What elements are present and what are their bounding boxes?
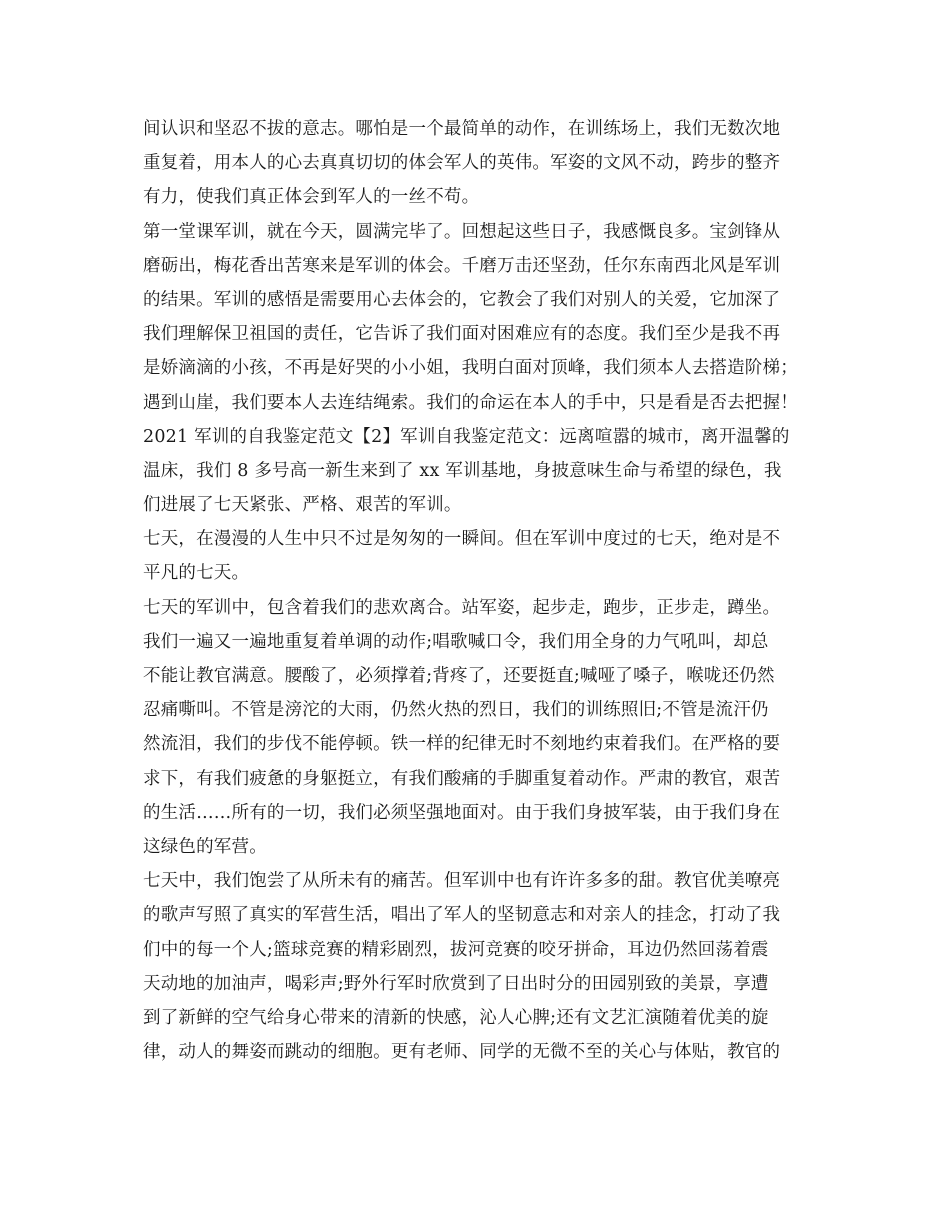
text-line: 的歌声写照了真实的军营生活，唱出了军人的坚韧意志和对亲人的挂念，打动了我 [143, 905, 781, 926]
text-line: 们中的每一个人;篮球竞赛的精彩剧烈，拔河竞赛的咬牙拼命，耳边仍然回荡着震 [143, 939, 769, 960]
text-line: 是娇滴滴的小孩，不再是好哭的小小姐，我明白面对顶峰，我们须本人去搭造阶梯； [143, 358, 798, 379]
text-line: 然流泪，我们的步伐不能停顿。铁一样的纪律无时不刻地约束着我们。在严格的要 [143, 734, 781, 755]
text-line: 有力，使我们真正体会到军人的一丝不苟。 [143, 187, 480, 208]
text-line: 间认识和坚忍不拔的意志。哪怕是一个最简单的动作，在训练场上，我们无数次地 [143, 119, 781, 139]
text-line: 七天中，我们饱尝了从所未有的痛苦。但军训中也有许许多多的甜。教官优美嘹亮 [143, 871, 781, 892]
text-line: 这绿色的军营。 [143, 836, 267, 857]
text-line: 我们理解保卫祖国的责任，它告诉了我们面对困难应有的态度。我们至少是我不再 [143, 324, 781, 345]
text-line: 律，动人的舞姿而跳动的细胞。更有老师、同学的无微不至的关心与体贴，教官的 [143, 1042, 781, 1063]
text-line: 我们一遍又一遍地重复着单调的动作;唱歌喊口令，我们用全身的力气吼叫，却总 [143, 631, 769, 652]
text-line: 温床，我们 8 多号高一新生来到了 xx 军训基地，身披意味生命与希望的绿色，我 [143, 460, 782, 481]
text-line: 到了新鲜的空气给身心带来的清新的快感，沁人心脾;还有文艺汇演随着优美的旋 [143, 1007, 769, 1028]
text-line: 忍痛嘶叫。不管是滂沱的大雨，仍然火热的烈日，我们的训练照旧;不管是流汗仍 [143, 700, 769, 721]
text-line: 磨砺出，梅花香出苦寒来是军训的体会。千磨万击还坚劲，任尔东南西北风是军训 [143, 255, 781, 276]
text-line: 们进展了七天紧张、严格、艰苦的军训。 [143, 495, 462, 516]
text-line: 的结果。军训的感悟是需要用心去体会的，它教会了我们对别人的关爱，它加深了 [143, 289, 781, 310]
document-body [143, 112, 823, 1069]
text-line: 七天，在漫漫的人生中只不过是匆匆的一瞬间。但在军训中度过的七天，绝对是不 [143, 529, 781, 550]
text-line: 遇到山崖，我们要本人去连结绳索。我们的命运在本人的手中，只是看是否去把握！ [143, 392, 798, 413]
text-line: 求下，有我们疲惫的身躯挺立，有我们酸痛的手脚重复着动作。严肃的教官，艰苦 [143, 768, 781, 789]
text-line: 重复着，用本人的心去真真切切的体会军人的英伟。军姿的文风不动，跨步的整齐 [143, 153, 781, 174]
text-line: 的生活……所有的一切，我们必须坚强地面对。由于我们身披军装，由于我们身在 [143, 802, 781, 823]
text-line: 2021 军训的自我鉴定范文【2】军训自我鉴定范文：远离喧嚣的城市，离开温馨的 [143, 426, 790, 447]
text-line: 平凡的七天。 [143, 563, 250, 584]
text-line: 七天的军训中，包含着我们的悲欢离合。站军姿，起步走，跑步，正步走，蹲坐。 [143, 597, 781, 618]
text-line: 天动地的加油声，喝彩声;野外行军时欣赏到了日出时分的田园别致的美景，享遭 [143, 973, 769, 994]
text-line: 第一堂课军训，就在今天，圆满完毕了。回想起这些日子，我感慨良多。宝剑锋从 [143, 221, 781, 242]
text-line: 不能让教官满意。腰酸了，必须撑着;背疼了，还要挺直;喊哑了嗓子，喉咙还仍然 [143, 666, 775, 686]
